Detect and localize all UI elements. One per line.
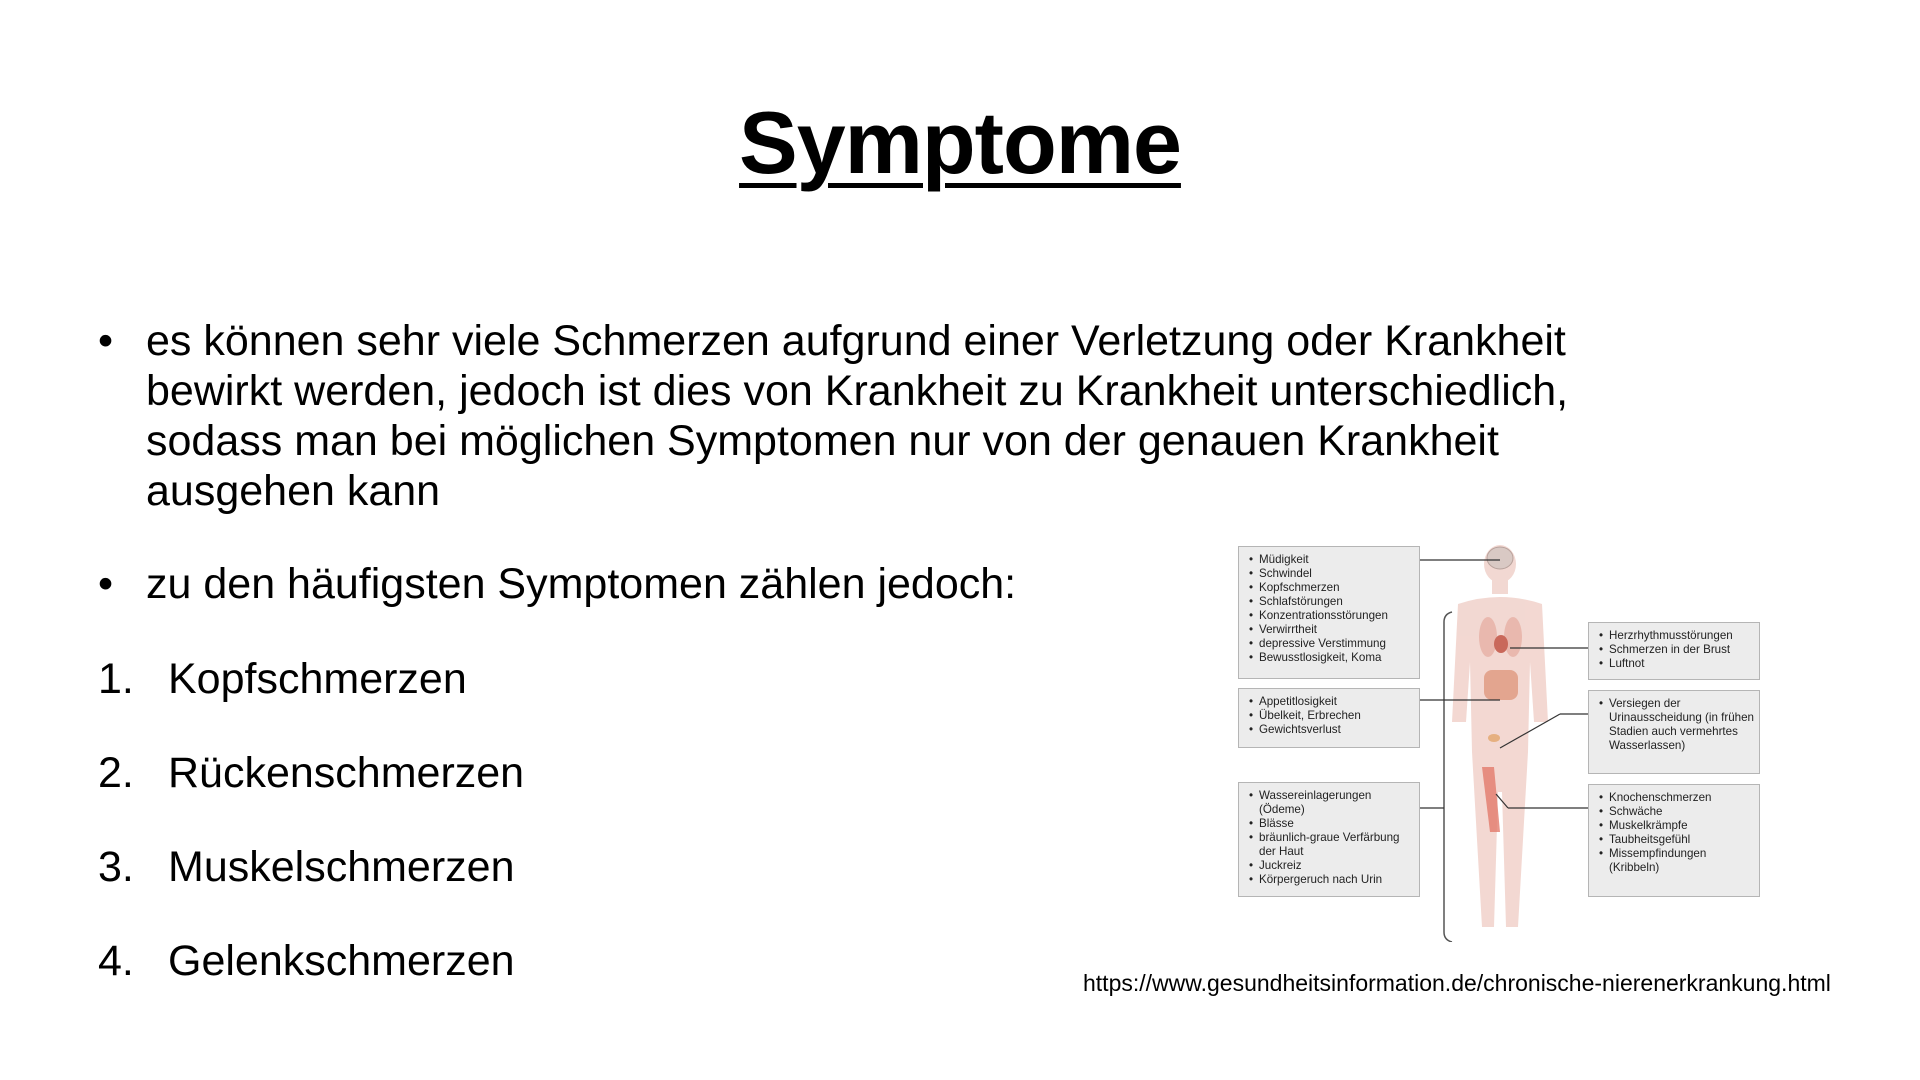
symptom-item: • Muskelkrämpfe bbox=[1609, 819, 1755, 833]
symptom-item: • depressive Verstimmung bbox=[1259, 637, 1415, 651]
symptom-body-diagram bbox=[1238, 542, 1770, 942]
symptom-item: • Kopfschmerzen bbox=[1259, 581, 1415, 595]
symptom-box-heart bbox=[1588, 622, 1760, 680]
bullet-text-line: bewirkt werden, jedoch ist dies von Krankheit zu Krankheit unterschiedlich, bbox=[146, 367, 1569, 415]
symptom-item: • Blässe bbox=[1259, 817, 1415, 831]
item-text: Muskelschmerzen bbox=[168, 843, 515, 891]
symptom-item: • Übelkeit, Erbrechen bbox=[1259, 709, 1415, 723]
symptom-item: • Luftnot bbox=[1609, 657, 1755, 671]
bullet-text-line: ausgehen kann bbox=[146, 467, 441, 515]
symptom-item: • Knochenschmerzen bbox=[1609, 791, 1755, 805]
symptom-item: • Konzentrationsstörungen bbox=[1259, 609, 1415, 623]
symptom-box-musculoskeletal bbox=[1588, 784, 1760, 897]
source-url: https://www.gesundheitsinformation.de/chronische-nierenerkrankung.html bbox=[1083, 970, 1831, 996]
bullet-text-line: sodass man bei möglichen Symptomen nur von der genauen Krankheit bbox=[146, 417, 1499, 465]
symptom-item: • Schmerzen in der Brust bbox=[1609, 643, 1755, 657]
numbered-item-1 bbox=[98, 654, 467, 704]
symptom-item: • Versiegen der Urinausscheidung (in frühen Stadien auch vermehrtes Wasserlassen) bbox=[1609, 697, 1755, 753]
symptom-item: • Wassereinlagerungen (Ödeme) bbox=[1259, 789, 1415, 817]
symptom-item: • Körpergeruch nach Urin bbox=[1259, 873, 1415, 887]
symptom-item: • Verwirrtheit bbox=[1259, 623, 1415, 637]
symptom-item: • Schwindel bbox=[1259, 567, 1415, 581]
item-text: Rückenschmerzen bbox=[168, 749, 525, 797]
symptom-item: • Schwäche bbox=[1609, 805, 1755, 819]
symptom-item: • Herzrhythmusstörungen bbox=[1609, 629, 1755, 643]
item-text: Kopfschmerzen bbox=[168, 655, 467, 703]
symptom-item: • bräunlich-graue Verfärbung der Haut bbox=[1259, 831, 1415, 859]
symptom-item: • Appetitlosigkeit bbox=[1259, 695, 1415, 709]
item-number: 4. bbox=[98, 937, 134, 985]
numbered-item-2 bbox=[98, 748, 524, 798]
slide-title: Symptome bbox=[739, 93, 1181, 192]
item-number: 2. bbox=[98, 749, 134, 797]
symptom-item: • Müdigkeit bbox=[1259, 553, 1415, 567]
symptom-item: • Schlafstörungen bbox=[1259, 595, 1415, 609]
numbered-item-4 bbox=[98, 936, 515, 986]
bullet-dot: • bbox=[98, 317, 114, 365]
bullet-text-line: zu den häufigsten Symptomen zählen jedoch: bbox=[146, 560, 1017, 608]
symptom-box-nervous-system bbox=[1238, 546, 1420, 679]
symptom-item: • Juckreiz bbox=[1259, 859, 1415, 873]
item-number: 1. bbox=[98, 655, 134, 703]
item-text: Gelenkschmerzen bbox=[168, 937, 515, 985]
item-number: 3. bbox=[98, 843, 134, 891]
bullet-dot: • bbox=[98, 560, 114, 608]
symptom-box-kidney bbox=[1588, 690, 1760, 774]
symptom-item: • Gewichtsverlust bbox=[1259, 723, 1415, 737]
symptom-box-digestive bbox=[1238, 688, 1420, 748]
symptom-item: • Bewusstlosigkeit, Koma bbox=[1259, 651, 1415, 665]
bullet-text-line: es können sehr viele Schmerzen aufgrund einer Verletzung oder Krankheit bbox=[146, 317, 1566, 365]
symptom-item: • Taubheitsgefühl bbox=[1609, 833, 1755, 847]
numbered-item-3 bbox=[98, 842, 515, 892]
symptom-box-skin bbox=[1238, 782, 1420, 897]
symptom-item: • Missempfindungen (Kribbeln) bbox=[1609, 847, 1755, 875]
